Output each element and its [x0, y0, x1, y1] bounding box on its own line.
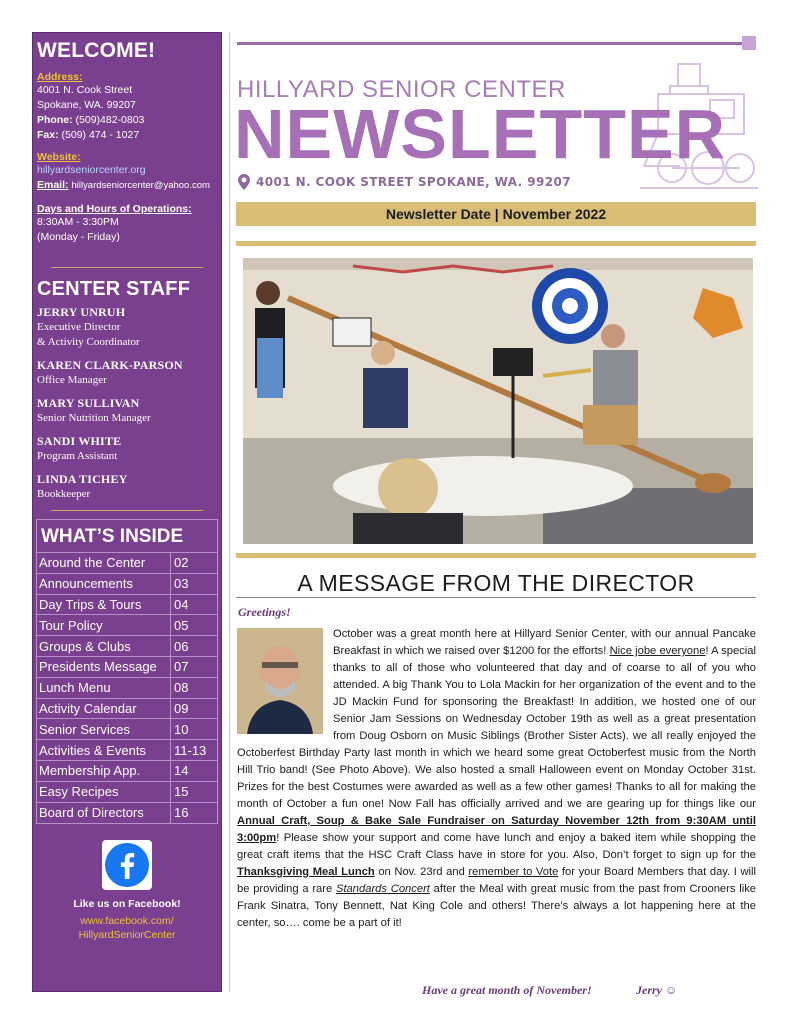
fax-label: Fax: — [37, 129, 59, 141]
toc-title: Presidents Message — [37, 657, 171, 677]
staff-role: Office Manager — [37, 374, 107, 386]
header-address-row — [238, 174, 571, 190]
toc-page: 06 — [174, 638, 189, 654]
toc-row[interactable] — [37, 657, 217, 678]
hours-days: (Monday - Friday) — [37, 231, 120, 243]
toc-title: Senior Services — [37, 719, 171, 739]
staff-member — [37, 472, 217, 502]
staff-name: LINDA TICHEY — [37, 472, 128, 486]
hours-label: Days and Hours of Operations: — [37, 203, 192, 215]
toc-page: 03 — [174, 576, 189, 592]
phone-value: (509)482-0803 — [75, 114, 145, 126]
welcome-heading: WELCOME! — [37, 39, 156, 62]
staff-member — [37, 305, 217, 350]
facebook-text: Like us on Facebook! — [73, 898, 181, 911]
hours-time: 8:30AM - 3:30PM — [37, 216, 119, 228]
sidebar-divider — [51, 267, 203, 268]
email-row — [37, 178, 217, 193]
toc-row[interactable] — [37, 553, 217, 574]
toc-title: Announcements — [37, 574, 171, 594]
toc-title: Easy Recipes — [37, 782, 171, 802]
staff-heading: CENTER STAFF — [37, 278, 191, 300]
phone-row — [37, 113, 217, 128]
toc-row[interactable] — [37, 678, 217, 699]
toc-row[interactable] — [37, 782, 217, 803]
toc-row[interactable] — [37, 761, 217, 782]
toc-title: Membership App. — [37, 761, 171, 781]
toc-title: Activity Calendar — [37, 699, 171, 719]
staff-name: SANDI WHITE — [37, 434, 122, 448]
fax-value: (509) 474 - 1027 — [61, 129, 140, 141]
director-heading: A MESSAGE FROM THE DIRECTOR — [297, 570, 695, 596]
toc-row[interactable] — [37, 574, 217, 595]
staff-member — [37, 358, 217, 388]
director-heading-rule — [236, 597, 756, 598]
staff-role: Bookkeeper — [37, 488, 91, 500]
website-label: Website: — [37, 151, 81, 163]
toc-title: Day Trips & Tours — [37, 595, 171, 615]
toc-title: Activities & Events — [37, 740, 171, 760]
greeting: Greetings! — [238, 605, 291, 619]
address-line-1: 4001 N. Cook Street — [37, 84, 133, 96]
toc-page: 04 — [174, 596, 189, 612]
toc-page: 07 — [174, 659, 189, 675]
toc-page: 02 — [174, 555, 189, 571]
facebook-url-line-1[interactable]: www.facebook.com/ — [80, 915, 174, 928]
email-label: Email: — [37, 179, 69, 191]
newsletter-subtitle: HILLYARD SENIOR CENTER — [237, 76, 566, 103]
newsletter-date-bar: Newsletter Date | November 2022 — [236, 202, 756, 226]
header-top-rule — [237, 42, 742, 45]
toc-page: 16 — [174, 805, 189, 821]
toc-row[interactable] — [37, 595, 217, 616]
toc-title: Board of Directors — [37, 803, 171, 824]
column-divider — [229, 32, 230, 992]
phone-label: Phone: — [37, 114, 73, 126]
toc-title: Groups & Clubs — [37, 636, 171, 656]
toc-row[interactable] — [37, 803, 217, 824]
toc-row[interactable] — [37, 740, 217, 761]
event-photo — [243, 258, 753, 544]
email-link[interactable]: hillyardseniorcenter@yahoo.com — [71, 180, 210, 191]
toc-row[interactable] — [37, 699, 217, 720]
facebook-block — [37, 840, 217, 942]
toc-page: 15 — [174, 784, 189, 800]
facebook-icon[interactable] — [102, 840, 152, 890]
staff-role: Senior Nutrition Manager — [37, 412, 151, 424]
sidebar-divider — [51, 510, 203, 511]
staff-name: KAREN CLARK-PARSON — [37, 358, 183, 372]
gold-rule-bottom — [236, 553, 756, 558]
staff-name: JERRY UNRUH — [37, 305, 126, 319]
toc-row[interactable] — [37, 636, 217, 657]
director-signoff: Have a great month of November! — [422, 983, 592, 997]
whats-inside-box — [36, 519, 218, 824]
sidebar — [32, 32, 222, 992]
toc-page: 09 — [174, 700, 189, 716]
toc-title: Around the Center — [37, 553, 171, 573]
toc-page: 14 — [174, 763, 189, 779]
toc-row[interactable] — [37, 615, 217, 636]
staff-member — [37, 434, 217, 464]
website-link[interactable]: hillyardseniorcenter.org — [37, 164, 146, 176]
toc-page: 10 — [174, 721, 189, 737]
newsletter-title: NEWSLETTER — [234, 95, 727, 173]
staff-list — [37, 305, 217, 502]
header-address: 4001 N. COOK STREET SPOKANE, WA. 99207 — [256, 175, 571, 189]
toc-title: Tour Policy — [37, 615, 171, 635]
toc-list — [37, 553, 217, 823]
staff-name: MARY SULLIVAN — [37, 396, 140, 410]
gold-rule-top — [236, 241, 756, 246]
director-message: October was a great month here at Hillyard Senior Center, with our annual Pancake Breakfast in which we raised over $1200 for the efforts! Nice jobe everyone! A special thanks to all of those who volunteered that day and of coarse to all of you who attended. A big Thank You to Lola Mackin for her organization of the event and to the JD Mackin Fund for sponsoring the Breakfast! In addition, we hosted one of our Senior Jam Sessions on Wednesday October 19th as well as a great presentation from Doug Osborn on Music Siblings (Brother Sister Acts). we all really enjoyed the Octoberfest Birthday Party last month in which we heard some great Octoberfest music from the North Hill Trio band! (See Photo Above). We also hosted a small Halloween event on Monday October 31st. Prizes for the best Costumes were awarded as well as a few other games! Thanks to all for making the month of October a fun one! Now Fall has officially arrived and we are gearing up for things like our Annual Craft, Soup & Bake Sale Fundraiser on Saturday November 12th from 9:30AM until 3:00pm! Please show your support and come have lunch and enjoy a baked item while shopping the great craft items that the HSC Craft Class have in store for you. Also, Don’t forget to sign up for the Thanksgiving Meal Lunch on Nov. 23rd and remember to Vote for your Board Members that day. I will be providing a rare Standards Concert after the Meal with great music from the past from Crooners like Frank Sinatra, Tony Bennett, Nat King Cole and others! There’s always a lot happening here at the center, so…. come be a part of it! — [237, 628, 757, 929]
location-pin-icon — [238, 174, 250, 190]
toc-title: Lunch Menu — [37, 678, 171, 698]
toc-row[interactable] — [37, 719, 217, 740]
toc-page: 11-13 — [174, 742, 207, 758]
toc-page: 05 — [174, 617, 189, 633]
toc-page: 08 — [174, 680, 189, 696]
address-line-2: Spokane, WA. 99207 — [37, 99, 136, 111]
whats-inside-heading: WHAT’S INSIDE — [37, 520, 217, 553]
fax-row — [37, 128, 217, 143]
staff-member — [37, 396, 217, 426]
staff-role: Executive Director — [37, 321, 121, 333]
facebook-url-line-2[interactable]: HillyardSeniorCenter — [78, 929, 176, 942]
address-label: Address: — [37, 71, 83, 83]
staff-role-2: & Activity Coordinator — [37, 336, 140, 348]
header-top-block — [742, 36, 756, 50]
director-signature: Jerry ☺ — [636, 983, 678, 997]
staff-role: Program Assistant — [37, 450, 118, 462]
